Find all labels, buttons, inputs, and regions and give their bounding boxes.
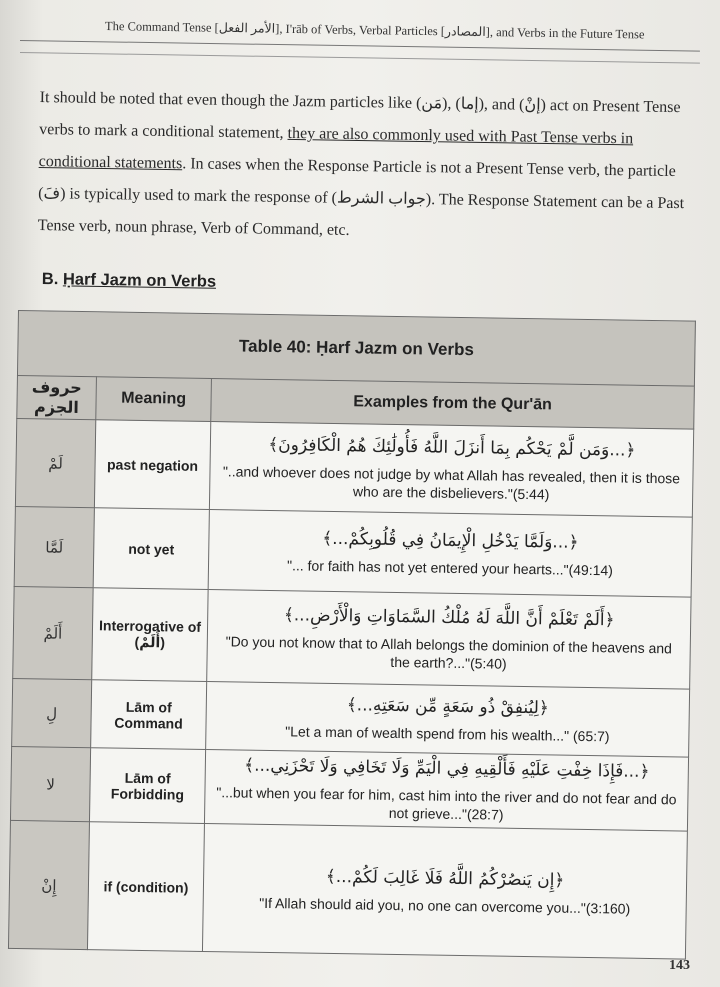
verse-translation: "If Allah should aid you, no one can overcome you..."(3:160)	[259, 894, 631, 917]
intro-underlined-text: they are also commonly used with Past Tense verbs in conditional statements	[38, 124, 634, 173]
particle-cell: إِنْ	[8, 820, 89, 949]
section-heading	[42, 270, 217, 292]
example-cell	[206, 682, 690, 758]
header-particle: حروف الجزم	[17, 375, 97, 419]
header-meaning: Meaning	[96, 377, 212, 422]
example-cell	[208, 510, 692, 598]
verse-translation: "... for faith has not yet entered your hearts..."(49:14)	[286, 557, 614, 579]
page-number: 143	[669, 958, 690, 973]
intro-paragraph	[37, 82, 703, 252]
example-cell	[202, 823, 687, 959]
arabic-verse: ﴿...وَلَمَّا يَدْخُلِ الْإِيمَانُ فِي قُلُوبِكُمْ...﴾	[322, 528, 579, 553]
verse-translation: "Let a man of wealth spend from his wealth..." (65:7)	[285, 723, 610, 745]
particle-cell: لِ	[12, 678, 92, 747]
example-cell	[204, 750, 688, 832]
particle-cell: أَلَمْ	[13, 586, 93, 679]
table-row	[14, 506, 692, 597]
verse-translation: "Do you not know that to Allah belongs the dominion of the heavens and the earth?..."(5:40)	[225, 633, 673, 672]
section-title: Ḥarf Jazm on Verbs	[62, 270, 217, 291]
example-cell	[207, 590, 691, 690]
table-row	[15, 418, 693, 517]
particle-cell: لَمْ	[15, 418, 95, 507]
particle-cell: لا	[10, 746, 90, 821]
page-header	[0, 0, 720, 70]
header-examples: Examples from the Qur'ān	[211, 379, 695, 430]
arabic-verse: ﴿أَلَمْ تَعْلَمْ أَنَّ اللَّهَ لَهُ مُلْكُ السَّمَاوَاتِ وَالْأَرْضِ...﴾	[283, 605, 615, 631]
table-caption: Table 40: Ḥarf Jazm on Verbs	[17, 311, 695, 387]
table-row	[10, 746, 688, 831]
arabic-verse: ﴿إِن يَنصُرْكُمُ اللَّهُ فَلَا غَالِبَ لَكُمْ...﴾	[325, 866, 565, 891]
meaning-cell: past negation	[94, 420, 210, 510]
intro-text-1: It should be noted that even though the Jazm particles like (مَن), (إما), and (إنْ) act on Present Tense verbs to mark a conditional statement,	[39, 88, 681, 142]
meaning-cell: Lām of Command	[91, 680, 207, 750]
meaning-cell: if (condition)	[87, 822, 204, 952]
verse-translation: "..and whoever does not judge by what Allah has revealed, then it is those who are the disbelievers."(5:44)	[222, 463, 681, 503]
table-row	[13, 586, 691, 689]
meaning-cell: Interrogative of (أَلَمْ)	[92, 588, 208, 682]
table-row	[12, 678, 690, 757]
verse-translation: "...but when you fear for him, cast him into the river and do not fear and do not grieve..."(28:7)	[216, 784, 677, 823]
header-rule-bottom	[20, 52, 700, 64]
jazm-table	[8, 310, 696, 960]
arabic-verse: ﴿...فَإِذَا خِفْتِ عَلَيْهِ فَأَلْقِيهِ فِي الْيَمِّ وَلَا تَخَافِي وَلَا تَحْزَنِي...﴾	[244, 755, 650, 782]
example-cell	[209, 422, 693, 518]
running-title: The Command Tense [الأمر الفعل], I'rāb of Verbs, Verbal Particles [المصادر], and Verbs in the Future Tense	[104, 19, 645, 42]
particle-cell: لَمَّا	[14, 506, 94, 587]
arabic-verse: ﴿لِيُنفِقْ ذُو سَعَةٍ مِّن سَعَتِهِ...﴾	[346, 695, 549, 719]
arabic-verse: ﴿...وَمَن لَّمْ يَحْكُم بِمَا أَنزَلَ اللَّهُ فَأُولَٰئِكَ هُمُ الْكَافِرُونَ﴾	[268, 434, 636, 461]
intro-text-2: . In cases when the Response Particle is not a Present Tense verb, the particle (فَ) is typically used to mark the response of (جواب الشرط). The Response Statement can be a Past Tense verb, noun phrase, Verb of Command, etc.	[37, 155, 685, 239]
table-row	[8, 820, 687, 959]
section-letter: B.	[41, 270, 59, 289]
table-caption-row	[17, 311, 695, 387]
meaning-cell: not yet	[93, 508, 209, 590]
meaning-cell: Lām of Forbidding	[89, 748, 205, 824]
jazm-table-container	[8, 310, 696, 959]
